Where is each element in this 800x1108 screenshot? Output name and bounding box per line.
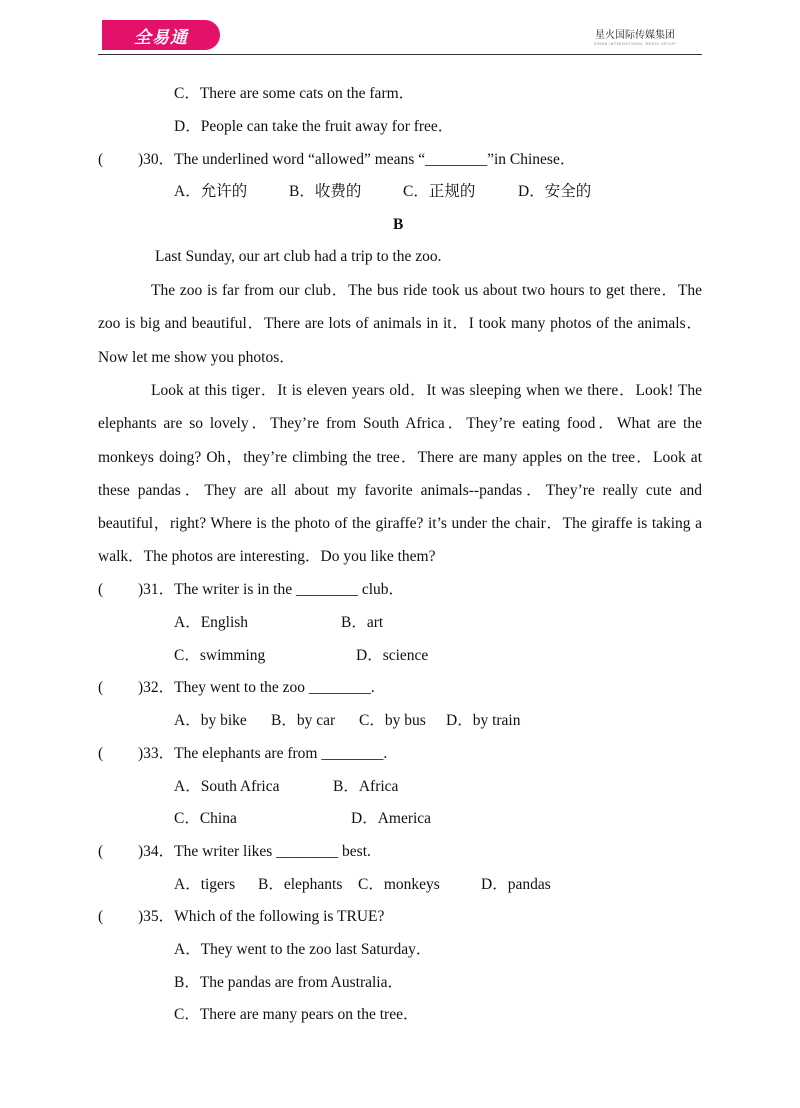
q31-option-a: A．English bbox=[174, 614, 249, 631]
question-34-stem: )34．The writer likes ________ best. bbox=[138, 843, 371, 860]
prev-option-c: C．There are some cats on the farm． bbox=[174, 85, 415, 102]
header-divider bbox=[98, 54, 702, 55]
q34-option-a: A．tigers bbox=[174, 876, 236, 893]
q30-option-c: C．正规的 bbox=[403, 183, 476, 200]
q30-option-a: A．允许的 bbox=[174, 183, 248, 200]
q31-option-b: B．art bbox=[341, 614, 384, 631]
q32-option-d: D．by train bbox=[446, 712, 521, 729]
section-heading: B bbox=[393, 216, 404, 233]
q33-option-d: D．America bbox=[351, 810, 432, 827]
q33-option-b: B．Africa bbox=[333, 778, 399, 795]
brand-logo bbox=[102, 20, 220, 50]
q34-option-c: C．monkeys bbox=[358, 876, 440, 893]
question-30-stem: )30．The underlined word “allowed” means “________”in Chinese． bbox=[138, 151, 576, 168]
q31-option-d: D．science bbox=[356, 647, 429, 664]
question-32-stem: )32．They went to the zoo ________. bbox=[138, 679, 375, 696]
q33-option-a: A．South Africa bbox=[174, 778, 280, 795]
answer-paren: ( bbox=[98, 151, 104, 168]
q33-option-c: C．China bbox=[174, 810, 237, 827]
answer-paren: ( bbox=[98, 745, 104, 762]
q35-option-a: A．They went to the zoo last Saturday． bbox=[174, 941, 432, 958]
question-35-stem: )35．Which of the following is TRUE? bbox=[138, 908, 385, 925]
q34-option-d: D．pandas bbox=[481, 876, 551, 893]
publisher-name-en: SPARK INTERNATIONAL MEDIA GROUP bbox=[593, 42, 677, 46]
q32-option-a: A．by bike bbox=[174, 712, 247, 729]
q30-option-d: D．安全的 bbox=[518, 183, 592, 200]
q32-option-b: B．by car bbox=[271, 712, 336, 729]
question-31-stem: )31．The writer is in the ________ club． bbox=[138, 581, 405, 598]
brand-logo-text: 全易通 bbox=[134, 27, 188, 48]
passage-intro: Last Sunday, our art club had a trip to the zoo. bbox=[155, 248, 442, 265]
question-33-stem: )33．The elephants are from ________. bbox=[138, 745, 388, 762]
q31-option-c: C．swimming bbox=[174, 647, 266, 664]
prev-option-d: D．People can take the fruit away for free． bbox=[174, 118, 454, 135]
q35-option-c: C．There are many pears on the tree． bbox=[174, 1006, 419, 1023]
passage-paragraph-1: The zoo is far from our club．The bus ride took us about two hours to get there．The zoo is big and beautiful．There are lots of animals in it．I took many photos of the animals．Now let me show you photos． bbox=[98, 282, 702, 366]
publisher-name: 星火国际传媒集团 bbox=[595, 30, 675, 41]
answer-paren: ( bbox=[98, 581, 104, 598]
q34-option-b: B．elephants bbox=[258, 876, 343, 893]
answer-paren: ( bbox=[98, 843, 104, 860]
q30-option-b: B．收费的 bbox=[289, 183, 362, 200]
q35-option-b: B．The pandas are from Australia． bbox=[174, 974, 403, 991]
answer-paren: ( bbox=[98, 679, 104, 696]
q32-option-c: C．by bus bbox=[359, 712, 426, 729]
answer-paren: ( bbox=[98, 908, 104, 925]
passage-paragraph-2: Look at this tiger．It is eleven years old．It was sleeping when we there．Look! The elephants are so lovely．They’re from South Africa．They’re eating food．What are the monkeys doing? Oh，they’re climbing the tree．There are many apples on the tree．Look at these pandas．They are all about my favorite animals--pandas．They’re really cute and beautiful，right? Where is the photo of the giraffe? it’s under the chair．The giraffe is taking a walk．The photos are interesting．Do you like them? bbox=[98, 382, 702, 566]
